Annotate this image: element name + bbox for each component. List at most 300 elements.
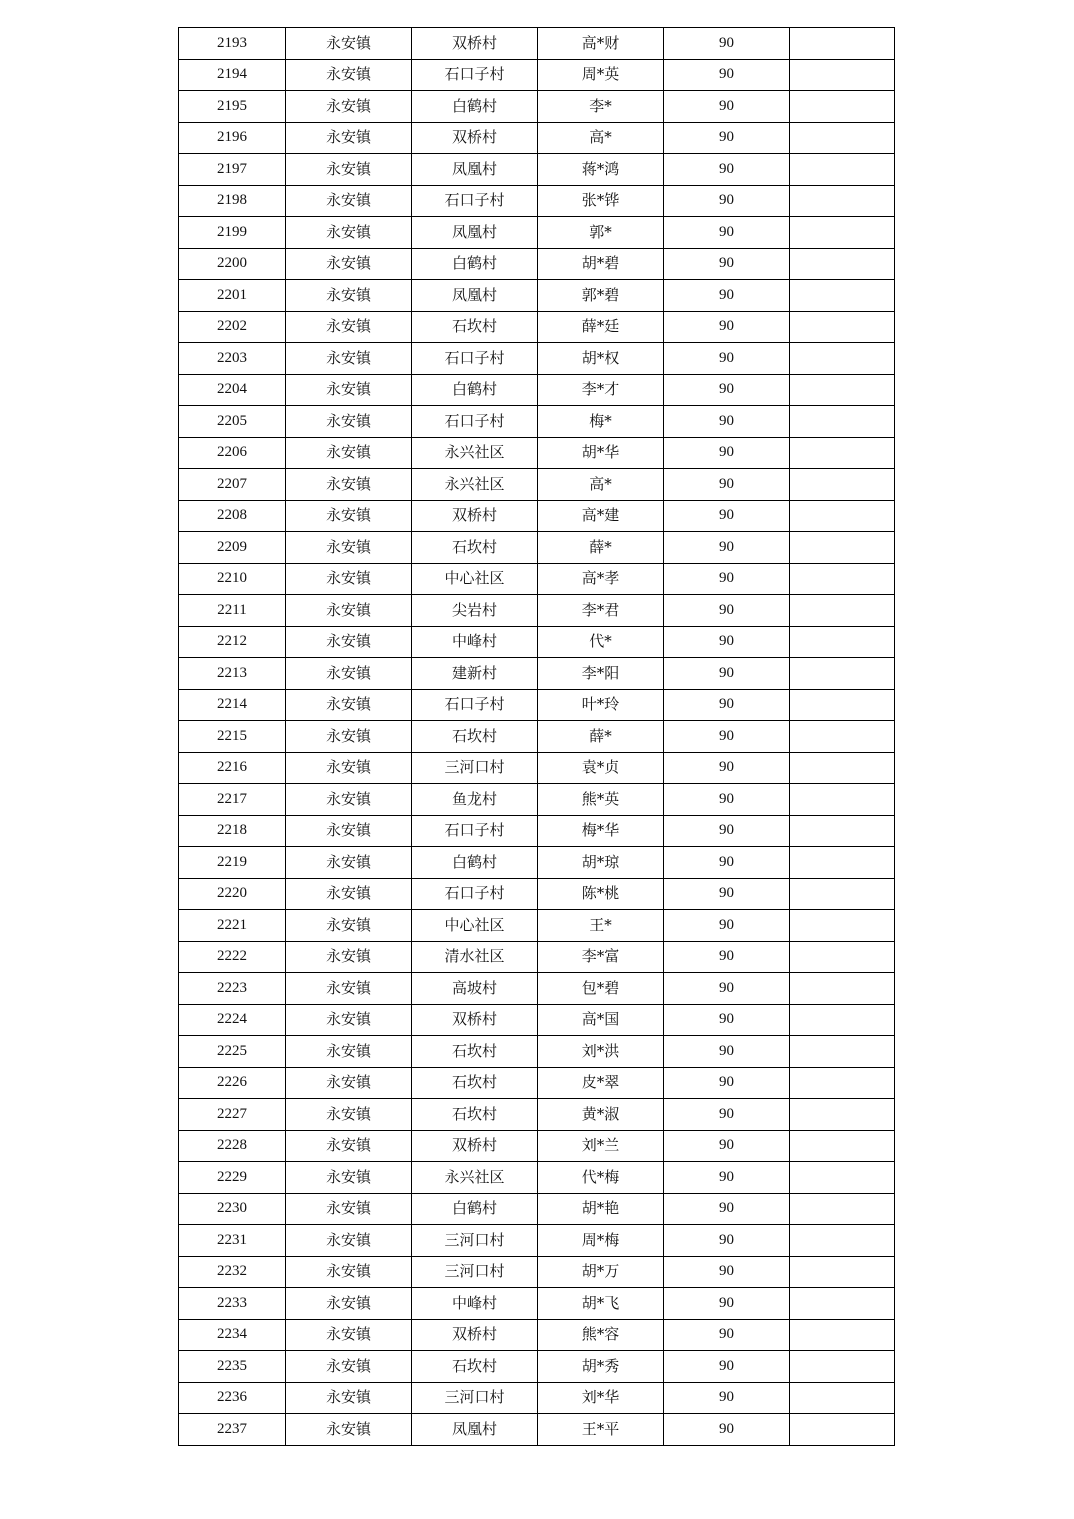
- note-cell: [790, 280, 895, 312]
- person-name-cell: 熊*容: [538, 1319, 664, 1351]
- amount-cell: 90: [664, 406, 790, 438]
- village-cell: 永兴社区: [412, 469, 538, 501]
- serial-number-cell: 2218: [179, 815, 286, 847]
- village-cell: 尖岩村: [412, 595, 538, 627]
- table-row: [179, 1256, 895, 1288]
- table-row: [179, 941, 895, 973]
- town-cell: 永安镇: [286, 28, 412, 60]
- person-name-cell: 高*孝: [538, 563, 664, 595]
- person-name-cell: 王*: [538, 910, 664, 942]
- serial-number-cell: 2205: [179, 406, 286, 438]
- amount-cell: 90: [664, 689, 790, 721]
- person-name-cell: 刘*华: [538, 1382, 664, 1414]
- village-cell: 双桥村: [412, 1319, 538, 1351]
- person-name-cell: 黄*淑: [538, 1099, 664, 1131]
- table-row: [179, 343, 895, 375]
- amount-cell: 90: [664, 154, 790, 186]
- serial-number-cell: 2229: [179, 1162, 286, 1194]
- village-cell: 鱼龙村: [412, 784, 538, 816]
- serial-number-cell: 2195: [179, 91, 286, 123]
- village-cell: 石口子村: [412, 59, 538, 91]
- village-cell: 白鹤村: [412, 91, 538, 123]
- person-name-cell: 高*: [538, 122, 664, 154]
- person-name-cell: 李*阳: [538, 658, 664, 690]
- amount-cell: 90: [664, 1256, 790, 1288]
- amount-cell: 90: [664, 1193, 790, 1225]
- person-name-cell: 胡*琼: [538, 847, 664, 879]
- person-name-cell: 刘*兰: [538, 1130, 664, 1162]
- person-name-cell: 代*: [538, 626, 664, 658]
- note-cell: [790, 59, 895, 91]
- serial-number-cell: 2232: [179, 1256, 286, 1288]
- village-cell: 石坎村: [412, 311, 538, 343]
- note-cell: [790, 28, 895, 60]
- note-cell: [790, 1319, 895, 1351]
- town-cell: 永安镇: [286, 1319, 412, 1351]
- table-row: [179, 626, 895, 658]
- town-cell: 永安镇: [286, 217, 412, 249]
- village-cell: 石坎村: [412, 1351, 538, 1383]
- amount-cell: 90: [664, 311, 790, 343]
- person-name-cell: 薛*: [538, 532, 664, 564]
- person-name-cell: 熊*英: [538, 784, 664, 816]
- amount-cell: 90: [664, 563, 790, 595]
- village-cell: 中峰村: [412, 626, 538, 658]
- person-name-cell: 高*财: [538, 28, 664, 60]
- note-cell: [790, 689, 895, 721]
- table-row: [179, 280, 895, 312]
- serial-number-cell: 2234: [179, 1319, 286, 1351]
- town-cell: 永安镇: [286, 122, 412, 154]
- table-row: [179, 1130, 895, 1162]
- table-row: [179, 532, 895, 564]
- person-name-cell: 胡*华: [538, 437, 664, 469]
- amount-cell: 90: [664, 847, 790, 879]
- amount-cell: 90: [664, 280, 790, 312]
- person-name-cell: 薛*: [538, 721, 664, 753]
- serial-number-cell: 2198: [179, 185, 286, 217]
- town-cell: 永安镇: [286, 973, 412, 1005]
- table-row: [179, 1382, 895, 1414]
- village-cell: 双桥村: [412, 500, 538, 532]
- town-cell: 永安镇: [286, 910, 412, 942]
- note-cell: [790, 658, 895, 690]
- amount-cell: 90: [664, 784, 790, 816]
- note-cell: [790, 437, 895, 469]
- town-cell: 永安镇: [286, 1382, 412, 1414]
- village-cell: 双桥村: [412, 122, 538, 154]
- note-cell: [790, 941, 895, 973]
- note-cell: [790, 343, 895, 375]
- amount-cell: 90: [664, 217, 790, 249]
- person-name-cell: 皮*翠: [538, 1067, 664, 1099]
- town-cell: 永安镇: [286, 532, 412, 564]
- serial-number-cell: 2199: [179, 217, 286, 249]
- person-name-cell: 薛*廷: [538, 311, 664, 343]
- note-cell: [790, 1067, 895, 1099]
- table-row: [179, 815, 895, 847]
- note-cell: [790, 815, 895, 847]
- amount-cell: 90: [664, 1351, 790, 1383]
- village-cell: 双桥村: [412, 1004, 538, 1036]
- table-row: [179, 973, 895, 1005]
- person-name-cell: 代*梅: [538, 1162, 664, 1194]
- serial-number-cell: 2222: [179, 941, 286, 973]
- amount-cell: 90: [664, 1414, 790, 1446]
- amount-cell: 90: [664, 28, 790, 60]
- village-cell: 永兴社区: [412, 437, 538, 469]
- amount-cell: 90: [664, 532, 790, 564]
- note-cell: [790, 784, 895, 816]
- person-name-cell: 胡*万: [538, 1256, 664, 1288]
- table-row: [179, 658, 895, 690]
- note-cell: [790, 1004, 895, 1036]
- person-name-cell: 袁*贞: [538, 752, 664, 784]
- note-cell: [790, 374, 895, 406]
- town-cell: 永安镇: [286, 689, 412, 721]
- note-cell: [790, 469, 895, 501]
- person-name-cell: 梅*华: [538, 815, 664, 847]
- town-cell: 永安镇: [286, 1351, 412, 1383]
- amount-cell: 90: [664, 1130, 790, 1162]
- serial-number-cell: 2216: [179, 752, 286, 784]
- note-cell: [790, 563, 895, 595]
- person-name-cell: 李*才: [538, 374, 664, 406]
- serial-number-cell: 2224: [179, 1004, 286, 1036]
- village-cell: 双桥村: [412, 28, 538, 60]
- amount-cell: 90: [664, 878, 790, 910]
- village-cell: 中心社区: [412, 910, 538, 942]
- serial-number-cell: 2226: [179, 1067, 286, 1099]
- serial-number-cell: 2203: [179, 343, 286, 375]
- person-name-cell: 蒋*鸿: [538, 154, 664, 186]
- town-cell: 永安镇: [286, 248, 412, 280]
- town-cell: 永安镇: [286, 1256, 412, 1288]
- village-cell: 清水社区: [412, 941, 538, 973]
- person-name-cell: 梅*: [538, 406, 664, 438]
- amount-cell: 90: [664, 1319, 790, 1351]
- table-row: [179, 878, 895, 910]
- serial-number-cell: 2230: [179, 1193, 286, 1225]
- person-name-cell: 胡*艳: [538, 1193, 664, 1225]
- amount-cell: 90: [664, 185, 790, 217]
- serial-number-cell: 2194: [179, 59, 286, 91]
- table-row: [179, 122, 895, 154]
- village-cell: 凤凰村: [412, 280, 538, 312]
- amount-cell: 90: [664, 752, 790, 784]
- town-cell: 永安镇: [286, 311, 412, 343]
- person-name-cell: 郭*碧: [538, 280, 664, 312]
- town-cell: 永安镇: [286, 595, 412, 627]
- town-cell: 永安镇: [286, 1288, 412, 1320]
- town-cell: 永安镇: [286, 500, 412, 532]
- serial-number-cell: 2200: [179, 248, 286, 280]
- note-cell: [790, 626, 895, 658]
- village-cell: 高坡村: [412, 973, 538, 1005]
- table-row: [179, 595, 895, 627]
- village-cell: 石口子村: [412, 406, 538, 438]
- amount-cell: 90: [664, 1288, 790, 1320]
- person-name-cell: 李*君: [538, 595, 664, 627]
- amount-cell: 90: [664, 941, 790, 973]
- table-row: [179, 154, 895, 186]
- town-cell: 永安镇: [286, 1193, 412, 1225]
- amount-cell: 90: [664, 1099, 790, 1131]
- note-cell: [790, 1288, 895, 1320]
- table-row: [179, 248, 895, 280]
- table-row: [179, 1351, 895, 1383]
- amount-cell: 90: [664, 1067, 790, 1099]
- town-cell: 永安镇: [286, 59, 412, 91]
- village-cell: 石口子村: [412, 185, 538, 217]
- town-cell: 永安镇: [286, 1036, 412, 1068]
- note-cell: [790, 1382, 895, 1414]
- town-cell: 永安镇: [286, 784, 412, 816]
- serial-number-cell: 2212: [179, 626, 286, 658]
- note-cell: [790, 1256, 895, 1288]
- note-cell: [790, 910, 895, 942]
- serial-number-cell: 2219: [179, 847, 286, 879]
- town-cell: 永安镇: [286, 343, 412, 375]
- amount-cell: 90: [664, 1036, 790, 1068]
- table-row: [179, 1067, 895, 1099]
- serial-number-cell: 2208: [179, 500, 286, 532]
- serial-number-cell: 2210: [179, 563, 286, 595]
- amount-cell: 90: [664, 469, 790, 501]
- table-row: [179, 1414, 895, 1446]
- town-cell: 永安镇: [286, 815, 412, 847]
- village-cell: 石坎村: [412, 1099, 538, 1131]
- village-cell: 白鹤村: [412, 248, 538, 280]
- serial-number-cell: 2213: [179, 658, 286, 690]
- table-row: [179, 437, 895, 469]
- village-cell: 凤凰村: [412, 154, 538, 186]
- table-row: [179, 1162, 895, 1194]
- person-name-cell: 胡*秀: [538, 1351, 664, 1383]
- village-cell: 石坎村: [412, 532, 538, 564]
- serial-number-cell: 2206: [179, 437, 286, 469]
- person-name-cell: 陈*桃: [538, 878, 664, 910]
- village-cell: 石坎村: [412, 721, 538, 753]
- village-cell: 双桥村: [412, 1130, 538, 1162]
- person-name-cell: 周*英: [538, 59, 664, 91]
- note-cell: [790, 154, 895, 186]
- village-cell: 石口子村: [412, 343, 538, 375]
- amount-cell: 90: [664, 815, 790, 847]
- amount-cell: 90: [664, 658, 790, 690]
- note-cell: [790, 752, 895, 784]
- amount-cell: 90: [664, 721, 790, 753]
- person-name-cell: 李*: [538, 91, 664, 123]
- village-cell: 永兴社区: [412, 1162, 538, 1194]
- town-cell: 永安镇: [286, 626, 412, 658]
- table-row: [179, 1288, 895, 1320]
- note-cell: [790, 595, 895, 627]
- village-cell: 中心社区: [412, 563, 538, 595]
- town-cell: 永安镇: [286, 847, 412, 879]
- village-cell: 石坎村: [412, 1067, 538, 1099]
- serial-number-cell: 2202: [179, 311, 286, 343]
- note-cell: [790, 847, 895, 879]
- note-cell: [790, 311, 895, 343]
- serial-number-cell: 2235: [179, 1351, 286, 1383]
- amount-cell: 90: [664, 248, 790, 280]
- note-cell: [790, 1414, 895, 1446]
- amount-cell: 90: [664, 626, 790, 658]
- town-cell: 永安镇: [286, 1099, 412, 1131]
- note-cell: [790, 248, 895, 280]
- village-cell: 三河口村: [412, 752, 538, 784]
- document-page: [178, 27, 894, 1446]
- serial-number-cell: 2225: [179, 1036, 286, 1068]
- town-cell: 永安镇: [286, 154, 412, 186]
- village-cell: 白鹤村: [412, 847, 538, 879]
- town-cell: 永安镇: [286, 1414, 412, 1446]
- note-cell: [790, 1036, 895, 1068]
- town-cell: 永安镇: [286, 658, 412, 690]
- table-row: [179, 847, 895, 879]
- roster-table-body: [179, 28, 895, 1446]
- note-cell: [790, 1193, 895, 1225]
- person-name-cell: 高*国: [538, 1004, 664, 1036]
- table-row: [179, 752, 895, 784]
- serial-number-cell: 2207: [179, 469, 286, 501]
- village-cell: 三河口村: [412, 1256, 538, 1288]
- town-cell: 永安镇: [286, 563, 412, 595]
- note-cell: [790, 500, 895, 532]
- amount-cell: 90: [664, 1225, 790, 1257]
- village-cell: 石口子村: [412, 815, 538, 847]
- note-cell: [790, 1162, 895, 1194]
- serial-number-cell: 2237: [179, 1414, 286, 1446]
- town-cell: 永安镇: [286, 721, 412, 753]
- town-cell: 永安镇: [286, 1130, 412, 1162]
- person-name-cell: 胡*飞: [538, 1288, 664, 1320]
- table-row: [179, 910, 895, 942]
- amount-cell: 90: [664, 1162, 790, 1194]
- amount-cell: 90: [664, 1382, 790, 1414]
- table-row: [179, 1193, 895, 1225]
- serial-number-cell: 2193: [179, 28, 286, 60]
- table-row: [179, 784, 895, 816]
- note-cell: [790, 91, 895, 123]
- amount-cell: 90: [664, 437, 790, 469]
- amount-cell: 90: [664, 91, 790, 123]
- table-row: [179, 1004, 895, 1036]
- serial-number-cell: 2196: [179, 122, 286, 154]
- town-cell: 永安镇: [286, 406, 412, 438]
- person-name-cell: 胡*权: [538, 343, 664, 375]
- village-cell: 建新村: [412, 658, 538, 690]
- village-cell: 白鹤村: [412, 1193, 538, 1225]
- town-cell: 永安镇: [286, 752, 412, 784]
- village-cell: 石口子村: [412, 878, 538, 910]
- amount-cell: 90: [664, 374, 790, 406]
- amount-cell: 90: [664, 343, 790, 375]
- person-name-cell: 叶*玲: [538, 689, 664, 721]
- table-row: [179, 28, 895, 60]
- person-name-cell: 包*碧: [538, 973, 664, 1005]
- amount-cell: 90: [664, 595, 790, 627]
- village-cell: 石口子村: [412, 689, 538, 721]
- person-name-cell: 高*建: [538, 500, 664, 532]
- table-row: [179, 406, 895, 438]
- table-row: [179, 721, 895, 753]
- table-row: [179, 59, 895, 91]
- town-cell: 永安镇: [286, 1225, 412, 1257]
- serial-number-cell: 2236: [179, 1382, 286, 1414]
- note-cell: [790, 1351, 895, 1383]
- person-name-cell: 高*: [538, 469, 664, 501]
- serial-number-cell: 2211: [179, 595, 286, 627]
- table-row: [179, 185, 895, 217]
- village-cell: 石坎村: [412, 1036, 538, 1068]
- person-name-cell: 李*富: [538, 941, 664, 973]
- note-cell: [790, 406, 895, 438]
- person-name-cell: 胡*碧: [538, 248, 664, 280]
- amount-cell: 90: [664, 973, 790, 1005]
- note-cell: [790, 721, 895, 753]
- village-cell: 三河口村: [412, 1382, 538, 1414]
- town-cell: 永安镇: [286, 374, 412, 406]
- village-cell: 凤凰村: [412, 1414, 538, 1446]
- town-cell: 永安镇: [286, 185, 412, 217]
- serial-number-cell: 2228: [179, 1130, 286, 1162]
- note-cell: [790, 1130, 895, 1162]
- village-cell: 中峰村: [412, 1288, 538, 1320]
- town-cell: 永安镇: [286, 280, 412, 312]
- town-cell: 永安镇: [286, 469, 412, 501]
- person-name-cell: 周*梅: [538, 1225, 664, 1257]
- amount-cell: 90: [664, 59, 790, 91]
- table-row: [179, 311, 895, 343]
- note-cell: [790, 532, 895, 564]
- serial-number-cell: 2197: [179, 154, 286, 186]
- table-row: [179, 563, 895, 595]
- note-cell: [790, 217, 895, 249]
- note-cell: [790, 122, 895, 154]
- table-row: [179, 469, 895, 501]
- serial-number-cell: 2231: [179, 1225, 286, 1257]
- table-row: [179, 1099, 895, 1131]
- town-cell: 永安镇: [286, 1004, 412, 1036]
- table-row: [179, 374, 895, 406]
- town-cell: 永安镇: [286, 941, 412, 973]
- village-cell: 白鹤村: [412, 374, 538, 406]
- table-row: [179, 1036, 895, 1068]
- note-cell: [790, 1225, 895, 1257]
- amount-cell: 90: [664, 122, 790, 154]
- serial-number-cell: 2209: [179, 532, 286, 564]
- person-name-cell: 刘*洪: [538, 1036, 664, 1068]
- note-cell: [790, 1099, 895, 1131]
- serial-number-cell: 2233: [179, 1288, 286, 1320]
- person-name-cell: 郭*: [538, 217, 664, 249]
- amount-cell: 90: [664, 500, 790, 532]
- serial-number-cell: 2204: [179, 374, 286, 406]
- serial-number-cell: 2223: [179, 973, 286, 1005]
- town-cell: 永安镇: [286, 878, 412, 910]
- note-cell: [790, 973, 895, 1005]
- person-name-cell: 王*平: [538, 1414, 664, 1446]
- person-name-cell: 张*铧: [538, 185, 664, 217]
- table-row: [179, 1319, 895, 1351]
- table-row: [179, 217, 895, 249]
- village-cell: 三河口村: [412, 1225, 538, 1257]
- amount-cell: 90: [664, 910, 790, 942]
- roster-table: [178, 27, 895, 1446]
- serial-number-cell: 2215: [179, 721, 286, 753]
